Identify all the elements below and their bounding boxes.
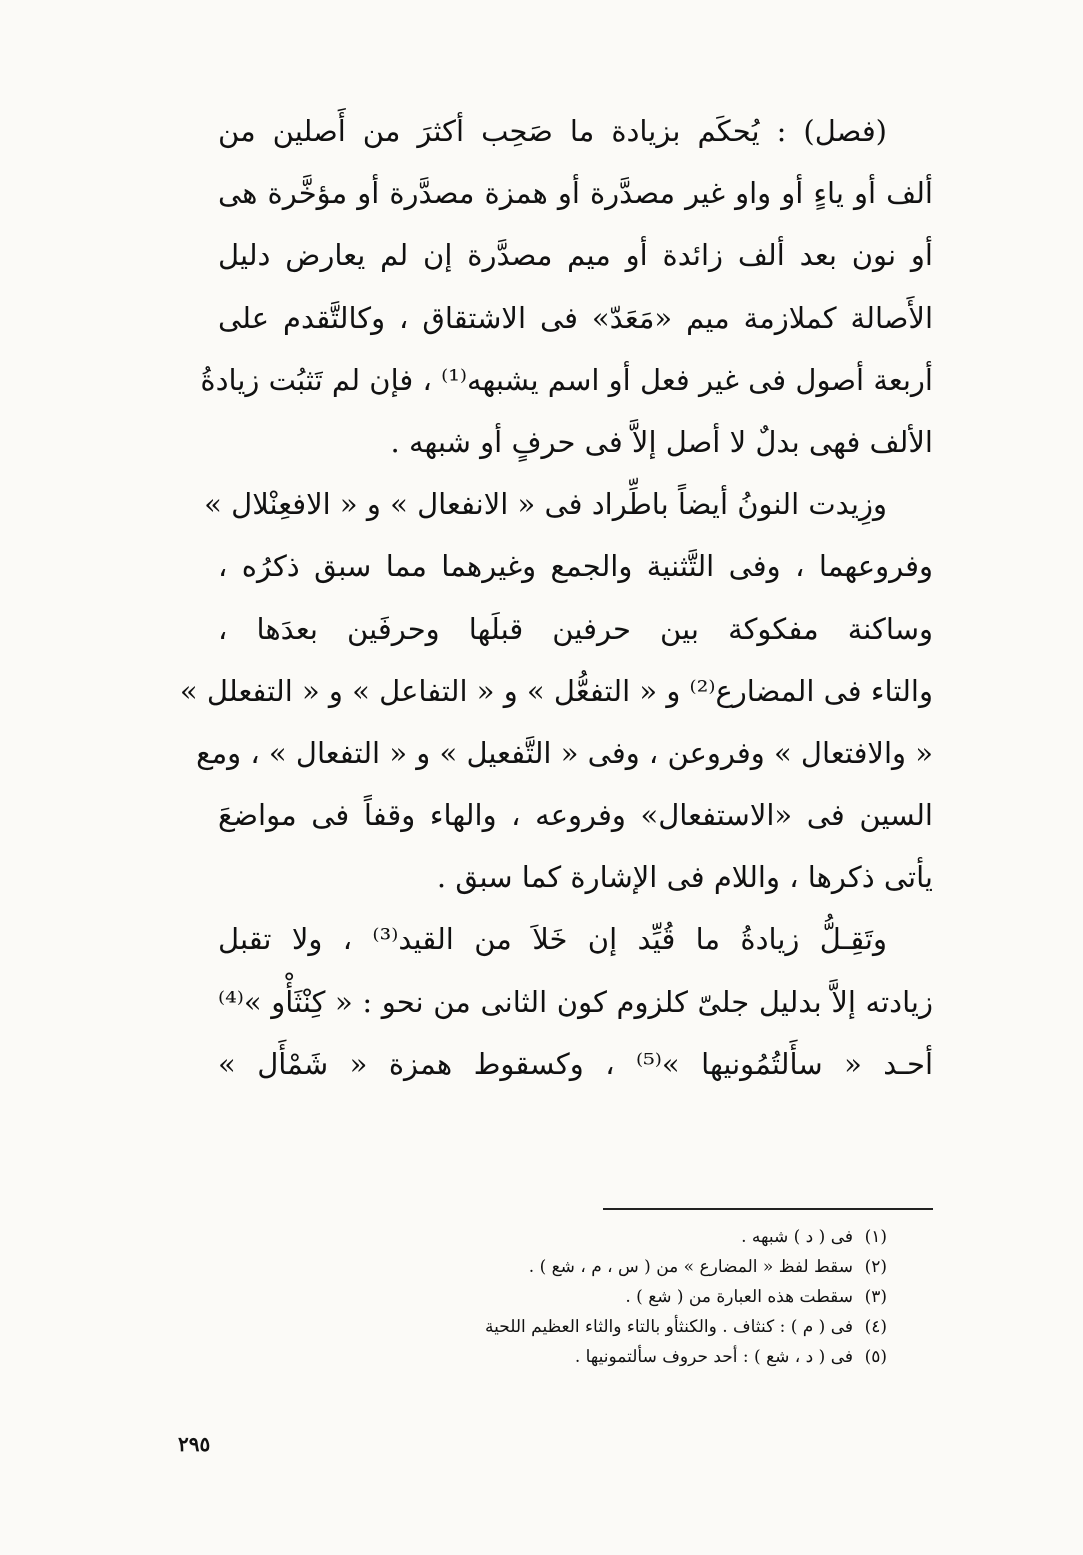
- text-line: وزِيدت النونُ أيضاً باطِّراد فى « الانفعال » و « الافعِنْلال »: [204, 487, 887, 522]
- footnote: [327, 1222, 887, 1252]
- page-number: ٢٩٥: [178, 1432, 211, 1456]
- text-line: زيادته إلاَّ بدليل جلىّ كلزوم كون الثانى من نحو : « كِنْثَأْو »⁽⁴⁾: [218, 984, 933, 1019]
- text-line: يأتى ذكرها ، واللام فى الإشارة كما سبق .: [436, 860, 933, 895]
- footnote: [327, 1312, 887, 1342]
- text-line: أحـد « سأَلتُمُونيها »⁽⁵⁾ ، وكسقوط همزة « شَمْأَل »: [218, 1046, 934, 1081]
- text-line: (فصل) : يُحكَم بزيادة ما صَحِب أكثرَ من أَصلين من: [218, 114, 887, 148]
- footnote-number: (٢): [864, 1257, 887, 1277]
- text-line: « والافتعال » وفروعن ، وفى « التَّفعيل » و « التفعال » ، ومع: [196, 735, 933, 770]
- footnotes: [327, 1222, 887, 1372]
- footnote-number: (٤): [864, 1317, 887, 1337]
- footnote-number: (٣): [864, 1287, 887, 1307]
- main-text: [179, 100, 934, 1095]
- footnote: [327, 1342, 887, 1372]
- footnote-number: (٥): [864, 1347, 887, 1367]
- footnote-text: سقطت هذه العبارة من ( شع ) .: [625, 1287, 853, 1307]
- footnote-number: (١): [864, 1227, 887, 1247]
- text-line: والتاء فى المضارع⁽²⁾ و « التفعُّل » و « التفاعل » و « التفعلل »: [179, 673, 933, 708]
- text-line: أربعة أصول فى غير فعل أو اسم يشبهه⁽¹⁾ ، فإن لم تَثبُت زيادةُ: [200, 362, 933, 397]
- text-line: السين فى «الاستفعال» وفروعه ، والهاء وقفاً فى مواضعَ: [218, 798, 933, 833]
- footnote-text: سقط لفظ « المضارع » من ( س ، م ، شع ) .: [528, 1257, 853, 1277]
- footnote-separator: [603, 1208, 933, 1210]
- text-line: وساكنة مفكوكة بين حرفين قبلَها وحرفَين بعدَها ،: [218, 611, 933, 646]
- footnote: [327, 1252, 887, 1282]
- text-line: وفروعهما ، وفى التَّثنية والجمع وغيرهما مما سبق ذكرُه ،: [218, 549, 933, 584]
- text-line: أو نون بعد ألف زائدة أو ميم مصدَّرة إن لم يعارض دليل: [218, 238, 933, 273]
- text-line: الألف فهى بدلٌ لا أصل إلاَّ فى حرفٍ أو شبهه .: [390, 424, 933, 459]
- footnote: [327, 1282, 887, 1312]
- footnote-text: فى ( د ، شع ) : أحد حروف سألتمونيها .: [574, 1347, 853, 1367]
- footnote-text: فى ( د ) شبهه .: [741, 1227, 853, 1247]
- footnote-text: فى ( م ) : كنثاف . والكنثأو بالتاء والثاء العظيم اللحية: [484, 1317, 853, 1337]
- text-line: الأَصالة كملازمة ميم «مَعَدّ» فى الاشتقاق ، وكالتَّقدم على: [218, 300, 933, 335]
- text-line: وتَقِـلُّ زيادةُ ما قُيِّد إن خَلاَ من القيد⁽³⁾ ، ولا تقبل: [218, 922, 887, 957]
- text-line: ألف أو ياءٍ أو واو غير مصدَّرة أو همزة مصدَّرة أو مؤخَّرة ه‍ى: [218, 176, 933, 211]
